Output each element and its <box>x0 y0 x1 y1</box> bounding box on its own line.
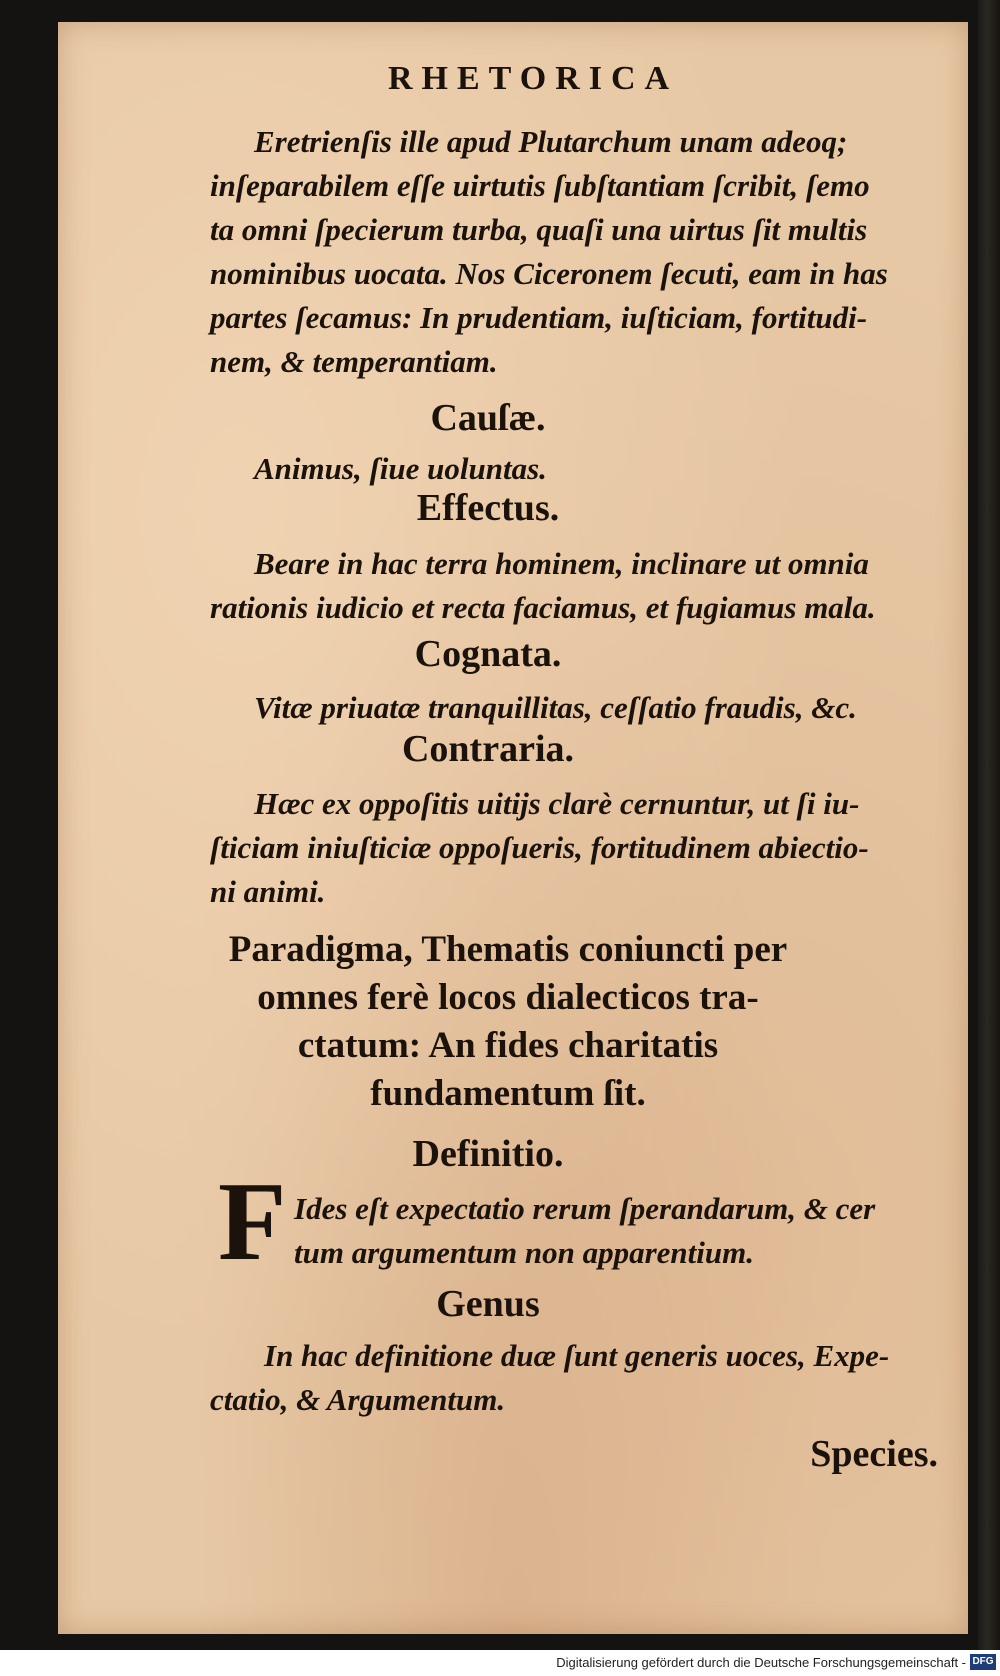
text-line: Ides eſt expectatio rerum ſperandarum, & cer <box>294 1191 876 1226</box>
title-line: ctatum: An fides charitatis <box>297 1025 719 1066</box>
text-line: partes ſecamus: In prudentiam, iuſticiam, fortitudi- <box>210 300 868 335</box>
book-edge <box>978 0 1000 1650</box>
text-line: ni animi. <box>210 874 326 909</box>
paragraph-intro <box>210 120 888 384</box>
definitio-text <box>294 1187 875 1275</box>
genus-text <box>210 1334 890 1422</box>
dfg-logo: DFG <box>970 1654 996 1670</box>
text-line: Beare in hac terra hominem, inclinare ut omnia <box>254 546 869 581</box>
text-line: Vitæ priuatæ tranquillitas, ceſſatio fraudis, &c. <box>254 690 857 725</box>
text-line: nominibus uocata. Nos Ciceronem ſecuti, eam in has <box>210 256 888 291</box>
text-line: Eretrienſis ille apud Plutarchum unam adeoq; <box>254 124 848 159</box>
text-line: nem, & temperantiam. <box>210 344 498 379</box>
heading-contraria: Contraria. <box>401 728 575 770</box>
book-page <box>58 22 968 1634</box>
contraria-text <box>210 782 869 914</box>
text-line: Hæc ex oppoſitis uitijs clarè cernuntur, ut ſi iu- <box>254 786 860 821</box>
heading-causae: Cauſæ. <box>430 397 546 439</box>
paradigma-title <box>158 926 858 1118</box>
heading-cognata: Cognata. <box>414 633 562 675</box>
text-line: rationis iudicio et recta faciamus, et fugiamus mala. <box>210 590 876 625</box>
text-line: Animus, ſiue uoluntas. <box>254 451 547 486</box>
title-line: fundamentum ſit. <box>370 1073 646 1114</box>
title-line: omnes ferè locos dialecticos tra- <box>257 977 759 1018</box>
heading-effectus: Effectus. <box>416 487 560 529</box>
text-line: ctatio, & Argumentum. <box>210 1382 506 1417</box>
drop-cap: F <box>218 1160 287 1284</box>
running-head: RHETORICA <box>388 60 679 97</box>
title-line: Paradigma, Thematis coniuncti per <box>228 929 788 970</box>
text-line: In hac definitione duæ ſunt generis uoces, Expe- <box>264 1338 890 1373</box>
catchword: Species. <box>810 1433 938 1475</box>
text-line: ta omni ſpecierum turba, quaſi una uirtus ſit multis <box>210 212 868 247</box>
text-line: inſeparabilem eſſe uirtutis ſubſtantiam ſcribit, ſemo <box>210 168 870 203</box>
footer-bar <box>0 1650 1000 1676</box>
cognata-text <box>254 686 857 730</box>
footer-credit: Digitalisierung gefördert durch die Deutsche Forschungsgemeinschaft - <box>556 1655 966 1670</box>
heading-definitio: Definitio. <box>412 1133 564 1175</box>
causae-text <box>254 447 547 491</box>
effectus-text <box>210 542 876 630</box>
text-line: ſticiam iniuſticiæ oppoſueris, fortitudinem abiectio- <box>210 830 869 865</box>
text-line: tum argumentum non apparentium. <box>294 1235 754 1270</box>
heading-genus: Genus <box>436 1283 540 1325</box>
